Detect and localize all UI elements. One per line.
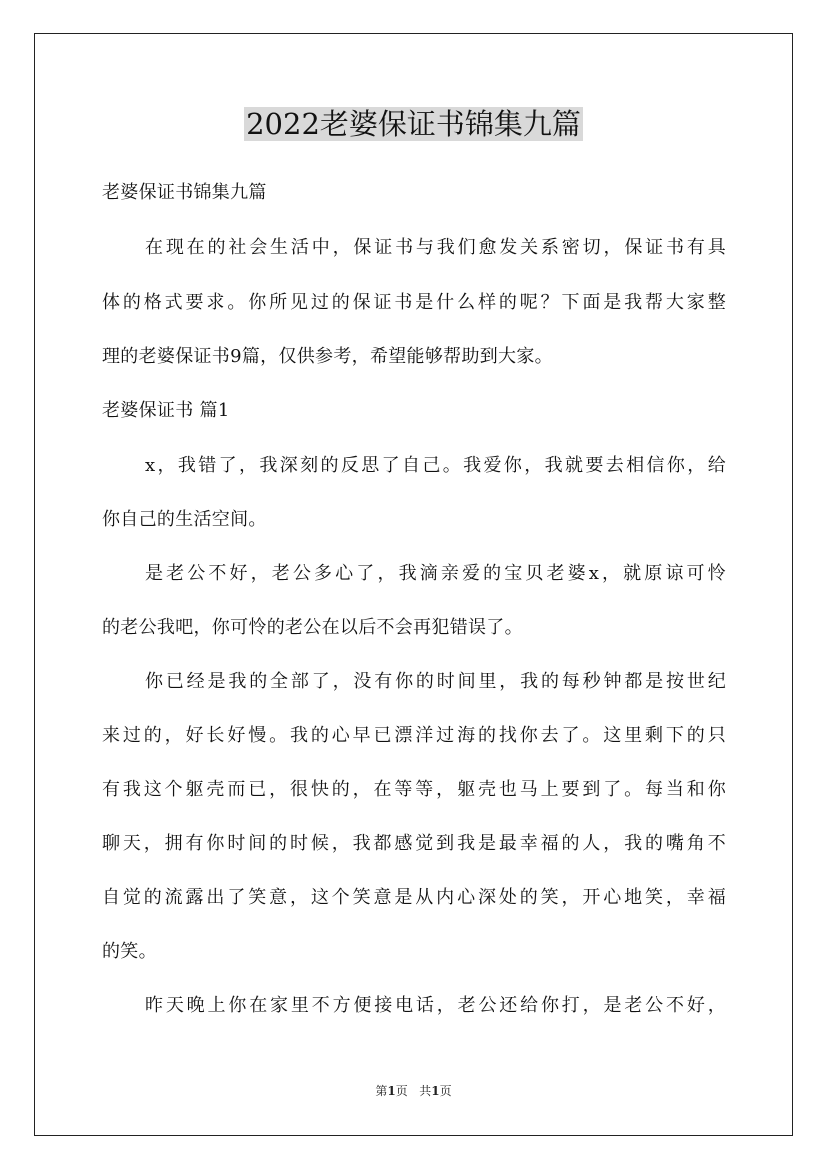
paragraph-line: x，我错了，我深刻的反思了自己。我爱你，我就要去相信你，给 <box>145 455 726 476</box>
paragraph-line: 是老公不好，老公多心了，我滴亲爱的宝贝老婆x，就原谅可怜 <box>145 563 726 584</box>
section-heading: 老婆保证书 篇1 <box>102 400 230 421</box>
paragraph-line: 体的格式要求。你所见过的保证书是什么样的呢？下面是我帮大家整 <box>102 292 726 313</box>
footer-total-suffix: 页 <box>439 1084 452 1098</box>
document-title-text: 2022老婆保证书锦集九篇 <box>246 107 581 141</box>
footer-total-prefix: 共 <box>419 1084 432 1098</box>
footer-page-number: 1 <box>387 1084 396 1098</box>
footer-page-prefix: 第 <box>375 1084 388 1098</box>
paragraph-line: 有我这个躯壳而已，很快的，在等等，躯壳也马上要到了。每当和你 <box>102 779 726 800</box>
paragraph-line: 来过的，好长好慢。我的心早已漂洋过海的找你去了。这里剩下的只 <box>102 725 726 746</box>
paragraph-line: 自觉的流露出了笑意，这个笑意是从内心深处的笑，开心地笑，幸福 <box>102 887 726 908</box>
paragraph-line: 的笑。 <box>102 941 157 962</box>
paragraph-line: 的老公我吧，你可怜的老公在以后不会再犯错误了。 <box>102 617 523 638</box>
document-title <box>0 104 827 144</box>
paragraph-line: 理的老婆保证书9篇，仅供参考，希望能够帮助到大家。 <box>102 346 553 367</box>
paragraph-line: 你已经是我的全部了，没有你的时间里，我的每秒钟都是按世纪 <box>145 671 726 692</box>
subtitle-line: 老婆保证书锦集九篇 <box>102 182 267 203</box>
footer-total-number: 1 <box>431 1084 440 1098</box>
paragraph-line: 在现在的社会生活中，保证书与我们愈发关系密切，保证书有具 <box>145 237 726 258</box>
paragraph-line: 昨天晚上你在家里不方便接电话，老公还给你打，是老公不好， <box>145 995 726 1016</box>
page-footer <box>0 1083 827 1099</box>
paragraph-line: 你自己的生活空间。 <box>102 509 267 530</box>
footer-page-suffix: 页 <box>395 1084 408 1098</box>
paragraph-line: 聊天，拥有你时间的时候，我都感觉到我是最幸福的人，我的嘴角不 <box>102 833 726 854</box>
